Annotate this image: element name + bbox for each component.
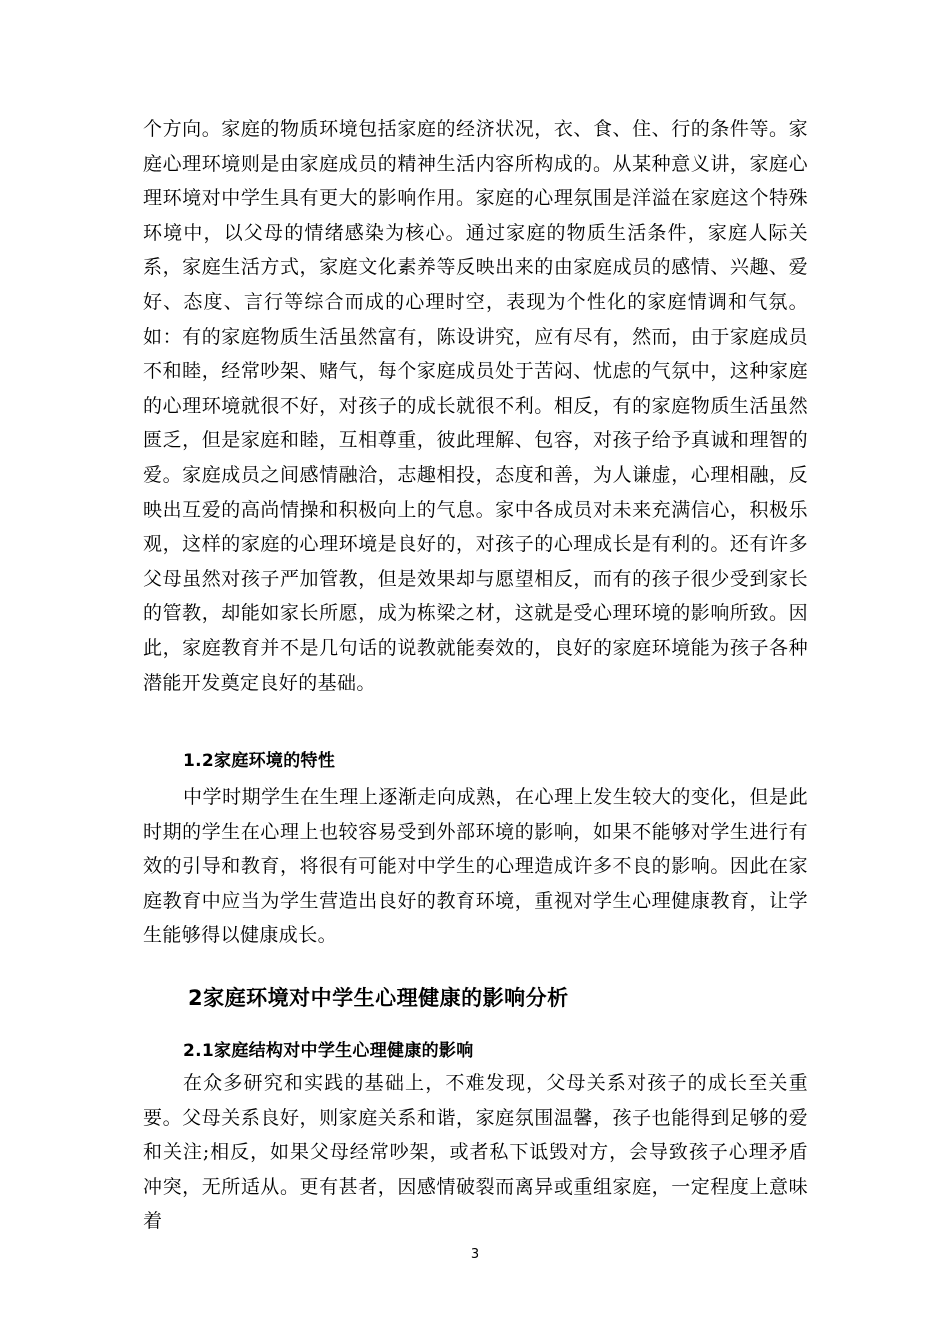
page-number: 3 [470, 1247, 480, 1262]
paragraph-family-structure: 在众多研究和实践的基础上，不难发现，父母关系对孩子的成长至关重要。父母关系良好，则家庭关系和谐，家庭氛围温馨，孩子也能得到足够的爱和关注;相反，如果父母经常吵架，或者私下诋毁对方，会导致孩子心理矛盾冲突，无所适从。更有甚者，因感情破裂而离异或重组家庭，一定程度上意味着 [143, 1072, 808, 1233]
chapter-heading-2: 2家庭环境对中学生心理健康的影响分析 [188, 986, 569, 1010]
paragraph-family-environment: 个方向。家庭的物质环境包括家庭的经济状况，衣、食、住、行的条件等。家庭心理环境则是由家庭成员的精神生活内容所构成的。从某种意义讲，家庭心理环境对中学生具有更大的影响作用。家庭的心理氛围是洋溢在家庭这个特殊环境中，以父母的情绪感染为核心。通过家庭的物质生活条件，家庭人际关系，家庭生活方式，家庭文化素养等反映出来的由家庭成员的感情、兴趣、爱好、态度、言行等综合而成的心理时空，表现为个性化的家庭情调和气氛。如：有的家庭物质生活虽然富有，陈设讲究，应有尽有，然而，由于家庭成员不和睦，经常吵架、赌气，每个家庭成员处于苦闷、忧虑的气氛中，这种家庭的心理环境就很不好，对孩子的成长就很不利。相反，有的家庭物质生活虽然匮乏，但是家庭和睦，互相尊重，彼此理解、包容，对孩子给予真诚和理智的爱。家庭成员之间感情融洽，志趣相投，态度和善，为人谦虚，心理相融，反映出互爱的高尚情操和积极向上的气息。家中各成员对未来充满信心，积极乐观，这样的家庭的心理环境是良好的，对孩子的心理成长是有利的。还有许多父母虽然对孩子严加管教，但是效果却与愿望相反，而有的孩子很少受到家长的管教，却能如家长所愿，成为栋梁之材，这就是受心理环境的影响所致。因此，家庭教育并不是几句话的说教就能奏效的，良好的家庭环境能为孩子各种潜能开发奠定良好的基础。 [143, 118, 808, 694]
section-heading-1-2: 1.2家庭环境的特性 [183, 751, 336, 771]
paragraph-environment-characteristics: 中学时期学生在生理上逐渐走向成熟，在心理上发生较大的变化，但是此时期的学生在心理上也较容易受到外部环境的影响，如果不能够对学生进行有效的引导和教育，将很有可能对中学生的心理造成许多不良的影响。因此在家庭教育中应当为学生营造出良好的教育环境，重视对学生心理健康教育，让学生能够得以健康成长。 [143, 786, 808, 947]
section-heading-2-1: 2.1家庭结构对中学生心理健康的影响 [183, 1041, 474, 1061]
